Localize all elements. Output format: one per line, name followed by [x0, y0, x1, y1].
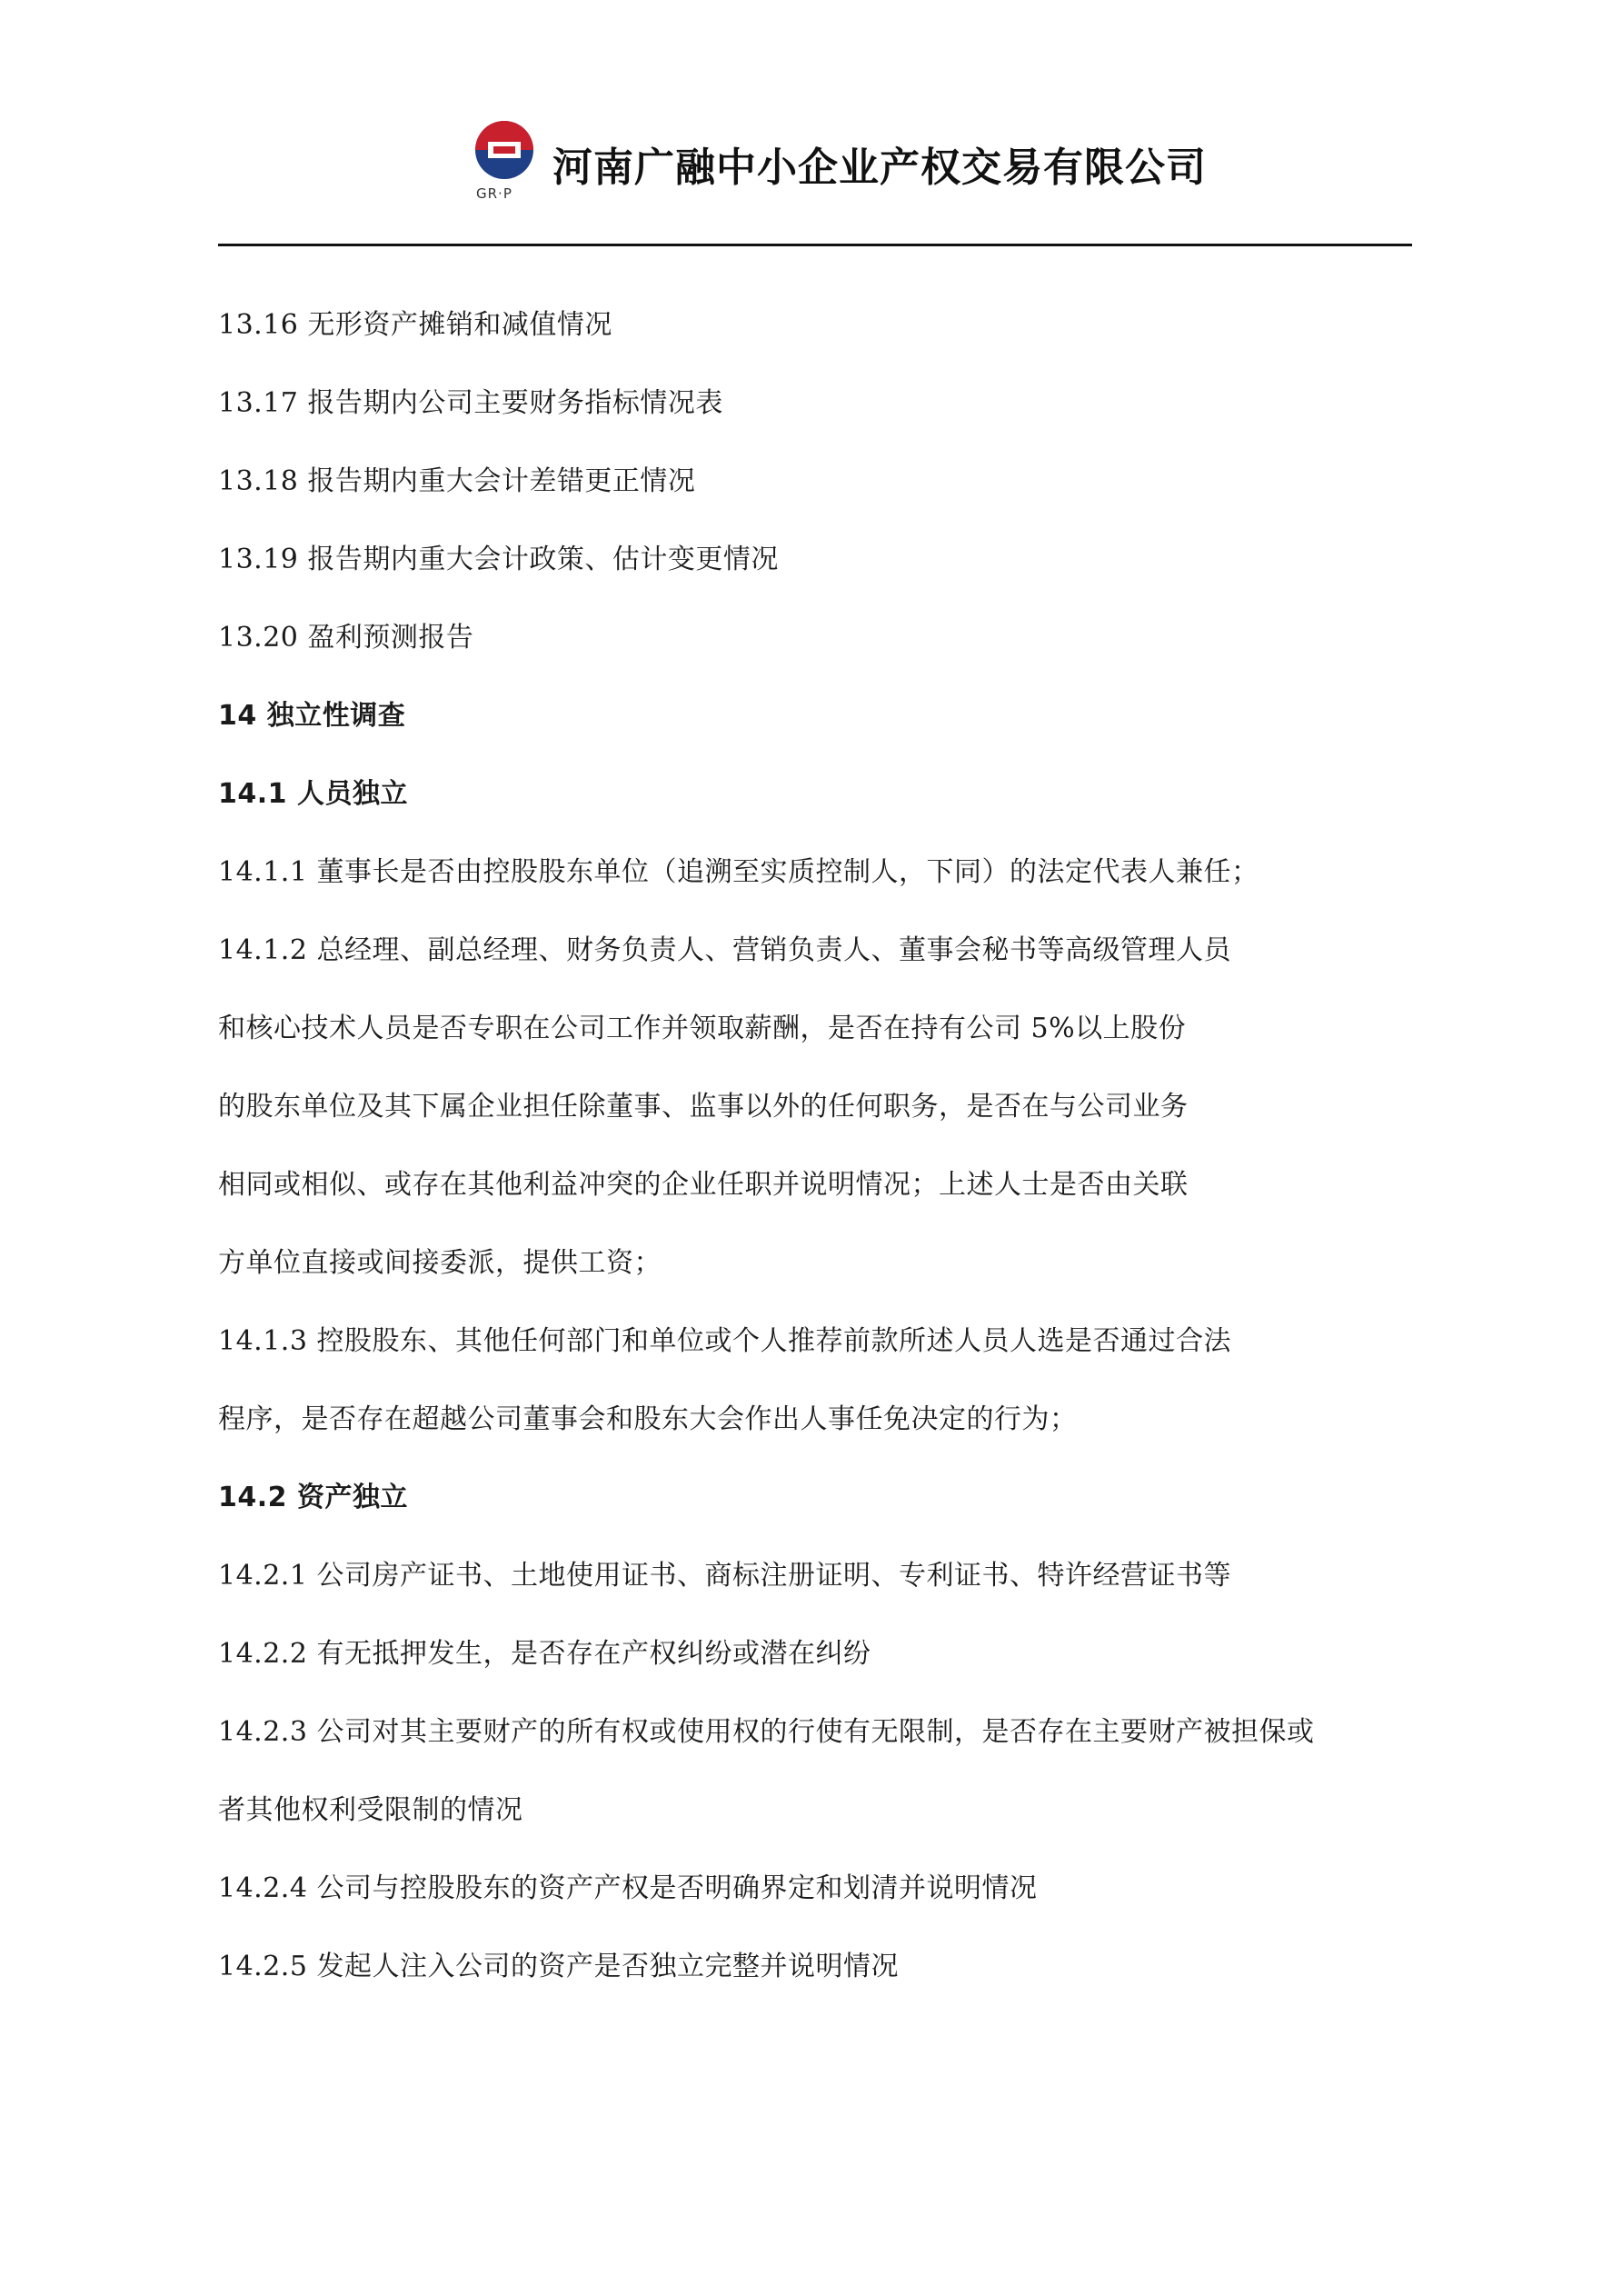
item-13-17: 13.17 报告期内公司主要财务指标情况表	[218, 387, 723, 419]
logo-abbreviation: GR·P	[476, 185, 512, 202]
company-name: 河南广融中小企业产权交易有限公司	[552, 145, 1207, 191]
gr-p-logo-icon	[474, 120, 534, 180]
item-14-1-2-cont-1: 和核心技术人员是否专职在公司工作并领取薪酬，是否在持有公司 5%以上股份	[218, 1013, 1187, 1044]
section-14-2-heading: 14.2 资产独立	[218, 1482, 408, 1513]
item-14-2-4: 14.2.4 公司与控股股东的资产产权是否明确界定和划清并说明情况	[218, 1872, 1038, 1904]
item-14-1-3-cont: 程序，是否存在超越公司董事会和股东大会作出人事任免决定的行为；	[218, 1403, 1078, 1435]
item-14-1-3: 14.1.3 控股股东、其他任何部门和单位或个人推荐前款所述人员人选是否通过合法	[218, 1325, 1231, 1357]
item-14-2-2: 14.2.2 有无抵押发生，是否存在产权纠纷或潜在纠纷	[218, 1638, 871, 1670]
item-13-19: 13.19 报告期内重大会计政策、估计变更情况	[218, 544, 779, 575]
item-13-16: 13.16 无形资产摊销和减值情况	[218, 309, 612, 341]
item-14-2-5: 14.2.5 发起人注入公司的资产是否独立完整并说明情况	[218, 1951, 899, 1982]
item-14-1-2-cont-4: 方单位直接或间接委派，提供工资；	[218, 1247, 662, 1279]
section-14-heading: 14 独立性调查	[218, 700, 406, 732]
item-13-20: 13.20 盈利预测报告	[218, 622, 474, 654]
item-14-2-3: 14.2.3 公司对其主要财产的所有权或使用权的行使有无限制，是否存在主要财产被担保或	[218, 1716, 1315, 1748]
section-14-1-heading: 14.1 人员独立	[218, 778, 408, 810]
item-13-18: 13.18 报告期内重大会计差错更正情况	[218, 465, 696, 497]
page-header	[0, 107, 1622, 207]
header-divider	[218, 244, 1412, 246]
item-14-2-1: 14.2.1 公司房产证书、土地使用证书、商标注册证明、专利证书、特许经营证书等	[218, 1560, 1231, 1592]
item-14-1-2: 14.1.2 总经理、副总经理、财务负责人、营销负责人、董事会秘书等高级管理人员	[218, 934, 1231, 966]
item-14-1-2-cont-2: 的股东单位及其下属企业担任除董事、监事以外的任何职务，是否在与公司业务	[218, 1091, 1189, 1123]
item-14-1-2-cont-3: 相同或相似、或存在其他利益冲突的企业任职并说明情况；上述人士是否由关联	[218, 1169, 1189, 1201]
item-14-2-3-cont: 者其他权利受限制的情况	[218, 1794, 523, 1826]
item-14-1-1: 14.1.1 董事长是否由控股股东单位（追溯至实质控制人，下同）的法定代表人兼任；	[218, 856, 1259, 888]
